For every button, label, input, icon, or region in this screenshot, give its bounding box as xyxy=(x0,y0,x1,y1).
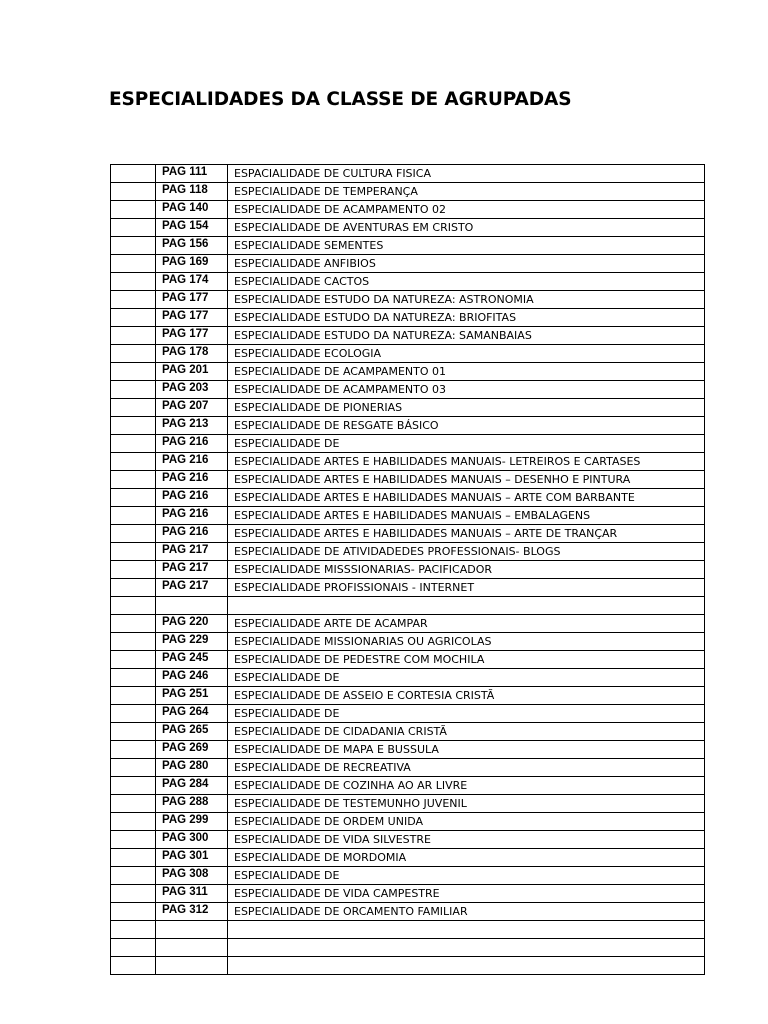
table-row xyxy=(111,615,705,633)
specialty-name-cell: ESPECIALIDADE DE AVENTURAS EM CRISTO xyxy=(228,219,705,237)
table-row xyxy=(111,723,705,741)
specialty-name-cell: ESPECIALIDADE CACTOS xyxy=(228,273,705,291)
specialty-name-cell: ESPECIALIDADE ARTES E HABILIDADES MANUAIS – ARTE COM BARBANTE xyxy=(228,489,705,507)
specialty-name-cell: ESPECIALIDADE DE ACAMPAMENTO 02 xyxy=(228,201,705,219)
specialty-name-cell: ESPECIALIDADE DE RECREATIVA xyxy=(228,759,705,777)
table-row xyxy=(111,579,705,597)
page-number-cell: PAG 216 xyxy=(156,471,228,489)
table-row xyxy=(111,957,705,975)
specialty-name-cell: ESPECIALIDADE ESTUDO DA NATUREZA: SAMANBAIAS xyxy=(228,327,705,345)
table-row xyxy=(111,309,705,327)
specialty-name-cell: ESPECIALIDADE DE VIDA CAMPESTRE xyxy=(228,885,705,903)
table-row xyxy=(111,453,705,471)
specialty-name-cell: ESPECIALIDADE DE COZINHA AO AR LIVRE xyxy=(228,777,705,795)
row-blank-cell xyxy=(111,903,156,921)
page-number-cell: PAG 216 xyxy=(156,453,228,471)
page-number-cell: PAG 312 xyxy=(156,903,228,921)
table-row xyxy=(111,813,705,831)
table-row xyxy=(111,633,705,651)
specialty-name-cell: ESPECIALIDADE SEMENTES xyxy=(228,237,705,255)
table-row xyxy=(111,435,705,453)
row-blank-cell xyxy=(111,309,156,327)
page-number-cell: PAG 213 xyxy=(156,417,228,435)
specialty-name-cell: ESPECIALIDADE DE VIDA SILVESTRE xyxy=(228,831,705,849)
page-number-cell: PAG 207 xyxy=(156,399,228,417)
specialty-name-cell: ESPECIALIDADE DE PIONERIAS xyxy=(228,399,705,417)
page-number-cell: PAG 308 xyxy=(156,867,228,885)
specialty-name-cell: ESPECIALIDADE DE PEDESTRE COM MOCHILA xyxy=(228,651,705,669)
specialty-name-cell: ESPECIALIDADE DE CIDADANIA CRISTÃ xyxy=(228,723,705,741)
table-row xyxy=(111,867,705,885)
table-row xyxy=(111,363,705,381)
specialty-name-cell: ESPECIALIDADE DE RESGATE BÁSICO xyxy=(228,417,705,435)
table-row xyxy=(111,417,705,435)
page-number-cell: PAG 220 xyxy=(156,615,228,633)
row-blank-cell xyxy=(111,435,156,453)
table-row xyxy=(111,831,705,849)
page-number-cell: PAG 265 xyxy=(156,723,228,741)
row-blank-cell xyxy=(111,759,156,777)
page-number-cell: PAG 140 xyxy=(156,201,228,219)
specialty-name-cell: ESPECIALIDADE DE xyxy=(228,435,705,453)
table-row xyxy=(111,669,705,687)
table-row xyxy=(111,759,705,777)
page-number-cell: PAG 174 xyxy=(156,273,228,291)
table-row xyxy=(111,795,705,813)
specialty-name-cell: ESPECIALIDADE DE xyxy=(228,705,705,723)
table-row xyxy=(111,561,705,579)
row-blank-cell xyxy=(111,399,156,417)
page-number-cell: PAG 264 xyxy=(156,705,228,723)
row-blank-cell xyxy=(111,417,156,435)
table-row xyxy=(111,687,705,705)
row-blank-cell xyxy=(111,453,156,471)
row-blank-cell xyxy=(111,615,156,633)
page-number-cell: PAG 284 xyxy=(156,777,228,795)
table-row xyxy=(111,741,705,759)
page-number-cell: PAG 216 xyxy=(156,507,228,525)
page-number-cell: PAG 217 xyxy=(156,579,228,597)
row-blank-cell xyxy=(111,561,156,579)
specialty-name-cell: ESPECIALIDADE DE TESTEMUNHO JUVENIL xyxy=(228,795,705,813)
table-row xyxy=(111,543,705,561)
page-number-cell: PAG 201 xyxy=(156,363,228,381)
row-blank-cell xyxy=(111,597,156,615)
specialty-name-cell: ESPECIALIDADE DE MAPA E BUSSULA xyxy=(228,741,705,759)
row-blank-cell xyxy=(111,291,156,309)
specialty-name-cell: ESPECIALIDADE DE ASSEIO E CORTESIA CRISTÃ xyxy=(228,687,705,705)
page-number-cell xyxy=(156,957,228,975)
page-title: ESPECIALIDADES DA CLASSE DE AGRUPADAS xyxy=(109,89,572,110)
table-row xyxy=(111,651,705,669)
page-number-cell: PAG 177 xyxy=(156,309,228,327)
table-row xyxy=(111,471,705,489)
row-blank-cell xyxy=(111,687,156,705)
table-row xyxy=(111,219,705,237)
row-blank-cell xyxy=(111,345,156,363)
row-blank-cell xyxy=(111,795,156,813)
row-blank-cell xyxy=(111,705,156,723)
page-number-cell: PAG 203 xyxy=(156,381,228,399)
row-blank-cell xyxy=(111,327,156,345)
page-number-cell: PAG 216 xyxy=(156,489,228,507)
page-number-cell xyxy=(156,597,228,615)
specialty-name-cell: ESPECIALIDADE DE xyxy=(228,867,705,885)
specialty-name-cell: ESPECIALIDADE MISSSIONARIAS- PACIFICADOR xyxy=(228,561,705,579)
table-row xyxy=(111,201,705,219)
specialty-name-cell: ESPECIALIDADE DE ORCAMENTO FAMILIAR xyxy=(228,903,705,921)
row-blank-cell xyxy=(111,201,156,219)
row-blank-cell xyxy=(111,633,156,651)
row-blank-cell xyxy=(111,669,156,687)
row-blank-cell xyxy=(111,849,156,867)
row-blank-cell xyxy=(111,543,156,561)
table-row xyxy=(111,237,705,255)
page-number-cell: PAG 217 xyxy=(156,543,228,561)
specialty-name-cell: ESPECIALIDADE ARTE DE ACAMPAR xyxy=(228,615,705,633)
row-blank-cell xyxy=(111,957,156,975)
page-number-cell: PAG 288 xyxy=(156,795,228,813)
page-number-cell: PAG 217 xyxy=(156,561,228,579)
specialty-name-cell: ESPECIALIDADE DE ACAMPAMENTO 01 xyxy=(228,363,705,381)
row-blank-cell xyxy=(111,363,156,381)
page-number-cell: PAG 177 xyxy=(156,327,228,345)
page-number-cell: PAG 300 xyxy=(156,831,228,849)
table-row xyxy=(111,705,705,723)
page-number-cell: PAG 301 xyxy=(156,849,228,867)
page-number-cell: PAG 118 xyxy=(156,183,228,201)
row-blank-cell xyxy=(111,885,156,903)
table-row xyxy=(111,327,705,345)
page-number-cell: PAG 311 xyxy=(156,885,228,903)
row-blank-cell xyxy=(111,579,156,597)
table-row xyxy=(111,849,705,867)
row-blank-cell xyxy=(111,165,156,183)
page-number-cell: PAG 251 xyxy=(156,687,228,705)
table-row xyxy=(111,255,705,273)
specialty-name-cell: ESPECIALIDADE ECOLOGIA xyxy=(228,345,705,363)
page-number-cell: PAG 178 xyxy=(156,345,228,363)
row-blank-cell xyxy=(111,867,156,885)
specialty-name-cell xyxy=(228,921,705,939)
row-blank-cell xyxy=(111,723,156,741)
specialty-name-cell xyxy=(228,939,705,957)
table-row xyxy=(111,903,705,921)
specialty-name-cell: ESPECIALIDADE ARTES E HABILIDADES MANUAIS – EMBALAGENS xyxy=(228,507,705,525)
row-blank-cell xyxy=(111,471,156,489)
page-number-cell: PAG 280 xyxy=(156,759,228,777)
table-row xyxy=(111,399,705,417)
specialty-name-cell: ESPECIALIDADE PROFISSIONAIS - INTERNET xyxy=(228,579,705,597)
specialty-name-cell: ESPECIALIDADE DE TEMPERANÇA xyxy=(228,183,705,201)
table-row xyxy=(111,183,705,201)
specialties-table xyxy=(110,164,705,975)
specialty-name-cell: ESPECIALIDADE ANFIBIOS xyxy=(228,255,705,273)
specialty-name-cell: ESPECIALIDADE MISSIONARIAS OU AGRICOLAS xyxy=(228,633,705,651)
table-row xyxy=(111,507,705,525)
table-row xyxy=(111,381,705,399)
specialty-name-cell xyxy=(228,597,705,615)
row-blank-cell xyxy=(111,219,156,237)
specialty-name-cell: ESPECIALIDADE ARTES E HABILIDADES MANUAIS- LETREIROS E CARTASES xyxy=(228,453,705,471)
table-row xyxy=(111,489,705,507)
table-row xyxy=(111,525,705,543)
row-blank-cell xyxy=(111,381,156,399)
row-blank-cell xyxy=(111,255,156,273)
page-number-cell: PAG 111 xyxy=(156,165,228,183)
row-blank-cell xyxy=(111,939,156,957)
row-blank-cell xyxy=(111,777,156,795)
row-blank-cell xyxy=(111,525,156,543)
table-row xyxy=(111,345,705,363)
page-number-cell: PAG 299 xyxy=(156,813,228,831)
page-number-cell: PAG 156 xyxy=(156,237,228,255)
page-number-cell: PAG 246 xyxy=(156,669,228,687)
specialty-name-cell xyxy=(228,957,705,975)
page-number-cell: PAG 177 xyxy=(156,291,228,309)
row-blank-cell xyxy=(111,921,156,939)
specialty-name-cell: ESPECIALIDADE DE ATIVIDADEDES PROFESSIONAIS- BLOGS xyxy=(228,543,705,561)
specialty-name-cell: ESPECIALIDADE ARTES E HABILIDADES MANUAIS – ARTE DE TRANÇAR xyxy=(228,525,705,543)
page-number-cell: PAG 269 xyxy=(156,741,228,759)
table-body xyxy=(111,165,705,975)
specialty-name-cell: ESPECIALIDADE ARTES E HABILIDADES MANUAIS – DESENHO E PINTURA xyxy=(228,471,705,489)
row-blank-cell xyxy=(111,237,156,255)
table-row xyxy=(111,885,705,903)
row-blank-cell xyxy=(111,507,156,525)
page-number-cell xyxy=(156,939,228,957)
specialty-name-cell: ESPECIALIDADE DE ACAMPAMENTO 03 xyxy=(228,381,705,399)
table-row xyxy=(111,777,705,795)
row-blank-cell xyxy=(111,813,156,831)
page-number-cell: PAG 216 xyxy=(156,435,228,453)
specialty-name-cell: ESPECIALIDADE ESTUDO DA NATUREZA: ASTRONOMIA xyxy=(228,291,705,309)
table-row xyxy=(111,921,705,939)
table-row xyxy=(111,939,705,957)
specialty-name-cell: ESPECIALIDADE DE MORDOMIA xyxy=(228,849,705,867)
page-number-cell: PAG 216 xyxy=(156,525,228,543)
page-number-cell: PAG 169 xyxy=(156,255,228,273)
table-row xyxy=(111,291,705,309)
page-number-cell: PAG 154 xyxy=(156,219,228,237)
table-row xyxy=(111,165,705,183)
specialty-name-cell: ESPECIALIDADE DE xyxy=(228,669,705,687)
row-blank-cell xyxy=(111,489,156,507)
row-blank-cell xyxy=(111,651,156,669)
specialty-name-cell: ESPECIALIDADE DE ORDEM UNIDA xyxy=(228,813,705,831)
row-blank-cell xyxy=(111,183,156,201)
row-blank-cell xyxy=(111,741,156,759)
row-blank-cell xyxy=(111,831,156,849)
specialty-name-cell: ESPACIALIDADE DE CULTURA FISICA xyxy=(228,165,705,183)
table-row xyxy=(111,273,705,291)
page-number-cell: PAG 229 xyxy=(156,633,228,651)
specialty-name-cell: ESPECIALIDADE ESTUDO DA NATUREZA: BRIOFITAS xyxy=(228,309,705,327)
page-number-cell: PAG 245 xyxy=(156,651,228,669)
row-blank-cell xyxy=(111,273,156,291)
page-number-cell xyxy=(156,921,228,939)
table-row xyxy=(111,597,705,615)
